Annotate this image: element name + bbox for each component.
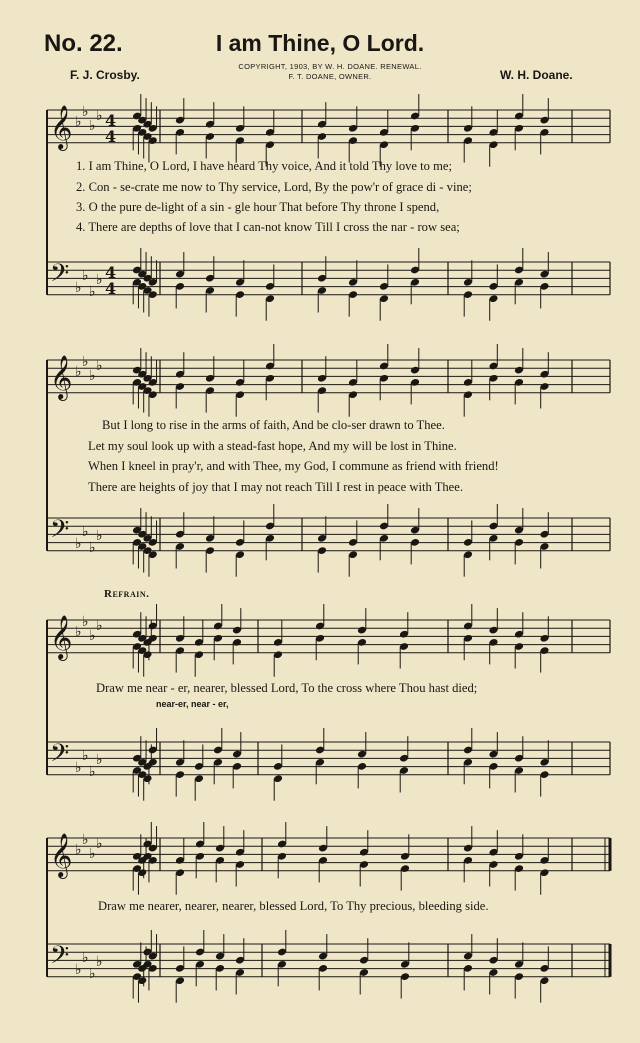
verse-3-line-a: 3. O the pure de-light of a sin - gle hour That before Thy throne I spend, bbox=[76, 200, 440, 214]
treble-clef-icon: 𝄞 bbox=[50, 615, 73, 659]
bass-clef-icon: 𝄢 bbox=[50, 259, 70, 294]
flat-icon: ♭ bbox=[89, 966, 96, 982]
flat-icon: ♭ bbox=[75, 760, 82, 776]
author-credit: F. J. Crosby. bbox=[70, 68, 140, 82]
verse-3-line-b: When I kneel in pray'r, and with Thee, my God, I commune as friend with friend! bbox=[88, 459, 499, 473]
verse-4-line-a: 4. There are depths of love that I can-not know Till I cross the nar - row sea; bbox=[76, 220, 460, 234]
flat-icon: ♭ bbox=[75, 364, 82, 380]
refrain-label: Refrain. bbox=[104, 588, 150, 600]
flat-icon: ♭ bbox=[75, 624, 82, 640]
flat-icon: ♭ bbox=[96, 618, 103, 634]
flat-icon: ♭ bbox=[96, 752, 103, 768]
flat-icon: ♭ bbox=[96, 954, 103, 970]
hymn-number: No. 22. bbox=[44, 30, 123, 57]
flat-icon: ♭ bbox=[75, 114, 82, 130]
bass-clef-icon: 𝄢 bbox=[50, 739, 70, 774]
flat-icon: ♭ bbox=[75, 536, 82, 552]
flat-icon: ♭ bbox=[75, 280, 82, 296]
refrain-echo: near-er, near - er, bbox=[156, 699, 229, 709]
flat-icon: ♭ bbox=[96, 272, 103, 288]
flat-icon: ♭ bbox=[96, 528, 103, 544]
flat-icon: ♭ bbox=[89, 628, 96, 644]
treble-clef-icon: 𝄞 bbox=[50, 355, 73, 399]
refrain-line-1: Draw me near - er, nearer, blessed Lord, To the cross where Thou hast died; bbox=[96, 681, 478, 695]
verse-2-line-a: 2. Con - se-crate me now to Thy service, Lord, By the pow'r of grace di - vine; bbox=[76, 180, 472, 194]
bass-clef-icon: 𝄢 bbox=[50, 515, 70, 550]
verse-1-line-a: 1. I am Thine, O Lord, I have heard Thy voice, And it told Thy love to me; bbox=[76, 159, 452, 173]
treble-clef-icon: 𝄞 bbox=[50, 833, 73, 877]
time-signature-top: 4 bbox=[105, 111, 117, 130]
flat-icon: ♭ bbox=[75, 962, 82, 978]
copyright-line-2: F. T. DOANE, OWNER. bbox=[288, 72, 372, 81]
treble-clef-icon: 𝄞 bbox=[50, 105, 73, 149]
flat-icon: ♭ bbox=[82, 950, 89, 966]
flat-icon: ♭ bbox=[82, 104, 89, 120]
hymn-title: I am Thine, O Lord. bbox=[215, 30, 425, 56]
time-signature-bottom: 4 bbox=[105, 127, 117, 146]
flat-icon: ♭ bbox=[89, 368, 96, 384]
flat-icon: ♭ bbox=[82, 748, 89, 764]
flat-icon: ♭ bbox=[96, 108, 103, 124]
flat-icon: ♭ bbox=[89, 284, 96, 300]
flat-icon: ♭ bbox=[75, 842, 82, 858]
flat-icon: ♭ bbox=[96, 358, 103, 374]
flat-icon: ♭ bbox=[89, 118, 96, 134]
flat-icon: ♭ bbox=[82, 614, 89, 630]
verse-1-line-b: But I long to rise in the arms of faith, And be clo-ser drawn to Thee. bbox=[102, 418, 445, 432]
verse-2-line-b: Let my soul look up with a stead-fast hope, And my will be lost in Thine. bbox=[88, 439, 457, 453]
copyright-line-1: COPYRIGHT, 1903, BY W. H. DOANE. RENEWAL. bbox=[238, 62, 422, 71]
bass-clef-icon: 𝄢 bbox=[50, 941, 70, 976]
flat-icon: ♭ bbox=[82, 832, 89, 848]
flat-icon: ♭ bbox=[89, 764, 96, 780]
flat-icon: ♭ bbox=[89, 846, 96, 862]
flat-icon: ♭ bbox=[89, 540, 96, 556]
refrain-line-2: Draw me nearer, nearer, nearer, blessed Lord, To Thy precious, bleeding side. bbox=[98, 899, 489, 913]
verse-4-line-b: There are heights of joy that I may not reach Till I rest in peace with Thee. bbox=[88, 480, 464, 494]
flat-icon: ♭ bbox=[96, 836, 103, 852]
time-signature-bottom: 4 bbox=[105, 279, 117, 298]
time-signature-top: 4 bbox=[105, 263, 117, 282]
flat-icon: ♭ bbox=[82, 268, 89, 284]
flat-icon: ♭ bbox=[82, 524, 89, 540]
composer-credit: W. H. Doane. bbox=[500, 68, 573, 82]
flat-icon: ♭ bbox=[82, 354, 89, 370]
